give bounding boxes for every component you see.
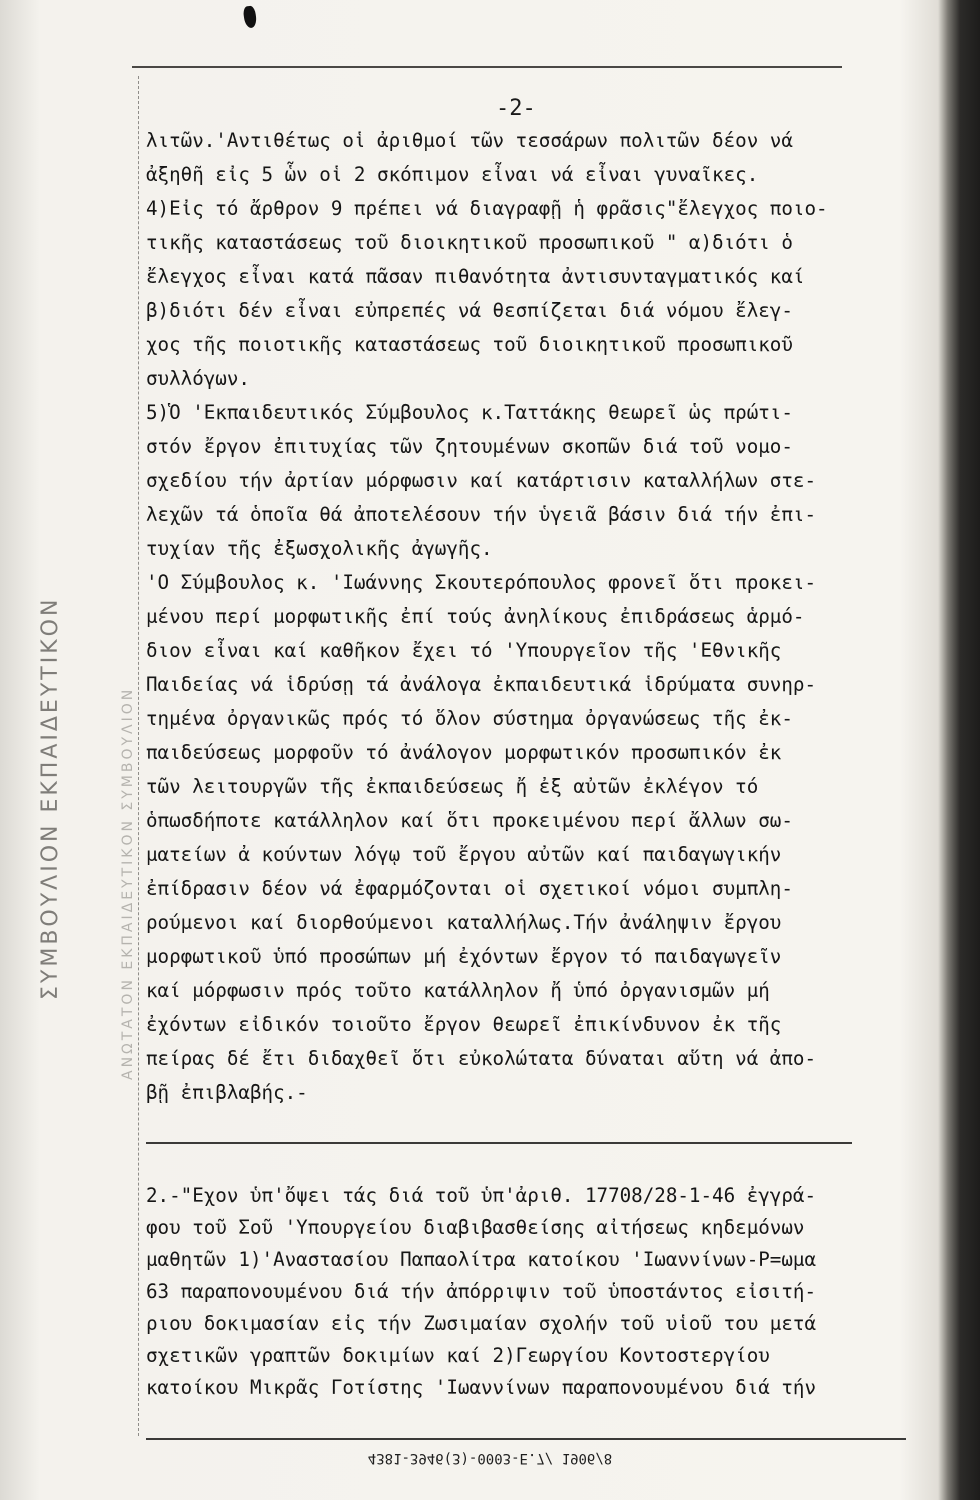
text-line: ὁπωσδήποτε κατάλληλον καί ὅτι προκειμένου περί ἄλλων σω- — [146, 809, 793, 832]
text-line: ρούμενοι καί διορθούμενοι καταλλήλως.Τήν ἀνάληψιν ἔργου — [146, 911, 782, 934]
text-line: ριου δοκιμασίαν εἰς τήν Ζωσιμαίαν σχολήν τοῦ υἱοῦ του μετά — [146, 1312, 817, 1335]
text-line: μαθητῶν 1)'Αναστασίου Παπαολίτρα κατοίκου 'Ιωαννίνων-Ρ=ωμα — [146, 1248, 817, 1271]
text-line: τυχίαν τῆς ἐξωσχολικῆς ἀγωγῆς. — [146, 537, 493, 560]
text-line: διον εἶναι καί καθῆκον ἔχει τό 'Υπουργεῖον τῆς 'Εθνικῆς — [146, 639, 782, 662]
bottom-rule — [146, 1438, 906, 1440]
text-line: τικῆς καταστάσεως τοῦ διοικητικοῦ προσωπικοῦ " α)διότι ὁ — [146, 231, 793, 254]
margin-stamp-text-faint: ΑΝΩΤΑΤΟΝ ΕΚΠΑΙΔΕΥΤΙΚΟΝ ΣΥΜΒΟΥΛΙΟΝ — [120, 686, 136, 1080]
text-line: συλλόγων. — [146, 367, 250, 390]
text-line: βῇ ἐπιβλαβής.- — [146, 1081, 308, 1104]
section-1-text — [146, 124, 936, 1110]
text-line: λεχῶν τά ὁποῖα θά ἀποτελέσουν τήν ὑγειᾶ βάσιν διά τήν ἐπι- — [146, 503, 817, 526]
text-line: ἀξηθῆ εἰς 5 ὧν οἱ 2 σκόπιμον εἶναι νά εἶναι γυναῖκες. — [146, 163, 759, 186]
text-line: κατοίκου Μικρᾶς Γοτίστης 'Ιωαννίνων παραπονουμένου διά τήν — [146, 1376, 817, 1399]
text-line: φου τοῦ Σοῦ 'Υπουργείου διαβιβασθείσης αἰτήσεως κηδεμόνων — [146, 1216, 805, 1239]
text-line: στόν ἔργον ἐπιτυχίας τῶν ζητουμένων σκοπῶν διά τοῦ νομο- — [146, 435, 793, 458]
text-line: 5)Ὁ 'Εκπαιδευτικός Σύμβουλος κ.Ταττάκης θεωρεῖ ὡς πρώτι- — [146, 401, 793, 424]
text-line: τῶν λειτουργῶν τῆς ἐκπαιδεύσεως ἤ ἐξ αὐτῶν ἐκλέγον τό — [146, 775, 759, 798]
page-number: -2- — [496, 96, 536, 121]
margin-stamp-text: ΣΥΜΒΟΥΛΙΟΝ ΕΚΠΑΙΔΕΥΤΙΚΟΝ — [38, 596, 63, 1000]
text-line: σχετικῶν γραπτῶν δοκιμίων καί 2)Γεωργίου Κοντοστεργίου — [146, 1344, 770, 1367]
text-line: σχεδίου τήν ἀρτίαν μόρφωσιν καί κατάρτισιν καταλλήλων στε- — [146, 469, 817, 492]
text-line: μορφωτικοῦ ὑπό προσώπων μή ἐχόντων ἔργον τό παιδαγωγεῖν — [146, 945, 782, 968]
text-line: λιτῶν.'Αντιθέτως οἱ ἀριθμοί τῶν τεσσάρων πολιτῶν δέον νά — [146, 129, 793, 152]
section-divider — [146, 1142, 852, 1144]
section-2-text — [146, 1180, 936, 1404]
margin-line — [138, 76, 140, 1436]
text-line: ἔλεγχος εἶναι κατά πᾶσαν πιθανότητα ἀντισυνταγματικός καί — [146, 265, 805, 288]
text-line: ἐχόντων εἰδικόν τοιοῦτο ἔργον θεωρεῖ ἐπικίνδυνον ἐκ τῆς — [146, 1013, 782, 1036]
text-line: 4)Εἰς τό ἄρθρον 9 πρέπει νά διαγραφῇ ἡ φρᾶσις"ἔλεγχος ποιο- — [146, 197, 828, 220]
text-line: Παιδείας νά ἱδρύσῃ τά ἀνάλογα ἐκπαιδευτικά ἱδρύματα συνηρ- — [146, 673, 817, 696]
text-line: β)διότι δέν εἶναι εὐπρεπές νά θεσπίζεται διά νόμου ἔλεγ- — [146, 299, 793, 322]
text-line: μένου περί μορφωτικῆς ἐπί τούς ἀνηλίκους ἐπιδράσεως ἁρμό- — [146, 605, 805, 628]
text-line: 2.-"Εχον ὑπ'ὄψει τάς διά τοῦ ὑπ'ἀριθ. 17708/28-1-46 ἐγγρά- — [146, 1184, 817, 1207]
text-line: χος τῆς ποιοτικῆς καταστάσεως τοῦ διοικητικοῦ προσωπικοῦ — [146, 333, 793, 356]
text-line: ματείων ἀ κούντων λόγῳ τοῦ ἔργου αὐτῶν καί παιδαγωγικήν — [146, 843, 782, 866]
top-rule — [132, 66, 842, 68]
text-line: παιδεύσεως μορφοῦν τό ἀνάλογον μορφωτικόν προσωπικόν ἐκ — [146, 741, 782, 764]
text-line: καί μόρφωσιν πρός τοῦτο κατάλληλον ἤ ὑπό ὀργανισμῶν μή — [146, 979, 770, 1002]
ink-blot — [243, 5, 258, 28]
text-line: τημένα ὀργανικῶς πρός τό ὅλον σύστημα ὀργανώσεως τῆς ἐκ- — [146, 707, 793, 730]
text-line: 63 παραπονουμένου διά τήν ἀπόρριψιν τοῦ ὑποστάντος εἰσιτή- — [146, 1280, 817, 1303]
text-line: 'Ο Σύμβουλος κ. 'Ιωάννης Σκουτερόπουλος φρονεῖ ὅτι προκει- — [146, 571, 817, 594]
text-line: πείρας δέ ἔτι διδαχθεῖ ὅτι εὐκολώτατα δύναται αὕτη νά ἀπο- — [146, 1047, 817, 1070]
text-line: ἐπίδρασιν δέον νά ἐφαρμόζονται οἱ σχετικοί νόμοι συμπλη- — [146, 877, 793, 900]
printer-footer: 4381-3946(3)-0003-E.7/ 1906/8 — [367, 1450, 613, 1466]
